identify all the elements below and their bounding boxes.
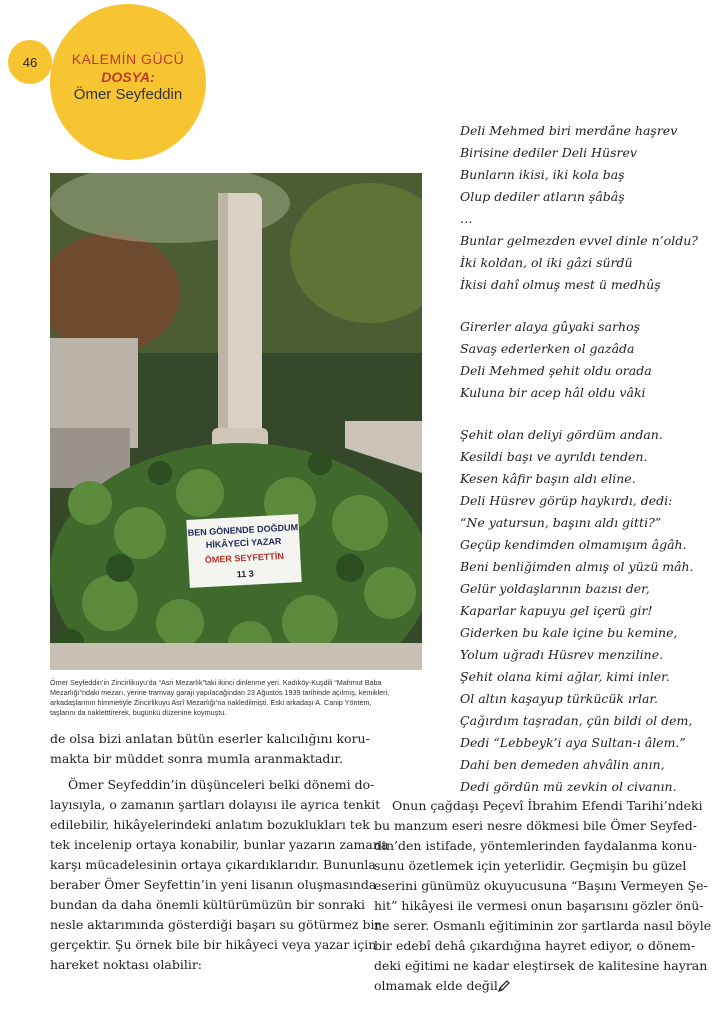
poem-line: Geçüp kendimden olmamışım âgâh. xyxy=(460,537,687,552)
text-line: ne serer. Osmanlı eğitiminin zor şartlarda nasıl böyle xyxy=(374,918,712,933)
text-line: din’den istifade, yöntemlerinden faydalanma konu- xyxy=(374,838,697,853)
poem-line: Deli Hüsrev görüp haykırdı, dedi: xyxy=(460,493,673,508)
text-line: hit” hikâyesi ile vermesi onun başarısını gözler önü- xyxy=(374,898,704,913)
poem-line: “Ne yatursun, başını aldı gitti?” xyxy=(460,515,662,530)
poem-line: Deli Mehmed şehit oldu orada xyxy=(460,363,652,378)
grave-photo xyxy=(50,173,422,670)
poem-stanza-3 xyxy=(460,424,694,798)
poem-stanza-1 xyxy=(460,120,710,296)
body-text-right xyxy=(374,796,712,996)
text-line-end xyxy=(374,976,674,996)
caption-line: Mezarlığı”ndaki mezarı, yerine tramvay garajı yapılacağından 23 Ağustos 1939 tarihinde açılmış, kemikleri, xyxy=(50,688,390,697)
poem-line: Yolum uğradı Hüsrev menziline. xyxy=(460,647,664,662)
poem-line: Gelür yoldaşlarının bazısı der, xyxy=(460,581,650,596)
text-line: Onun çağdaşı Peçevî İbrahim Efendi Tarihi’ndeki xyxy=(392,798,703,813)
poem-line: Ol altın kaşayup türkücük ırlar. xyxy=(460,691,658,706)
caption-line: Ömer Seyfeddin’in Zincirlikuyu’da “Asri Mezarlık”taki ikinci dinlenme yeri. Kadıköy-Kuşdili “Mahmut Baba xyxy=(50,678,382,687)
text-line: edilebilir, hikâyelerindeki anlatım bozuklukları tek xyxy=(50,817,370,832)
poem-line: Bunların ikisi, iki kola baş xyxy=(460,167,625,182)
grave-photo-illustration xyxy=(50,173,422,670)
poem-stanza-2 xyxy=(460,316,652,404)
text-line: tek incelenip ortaya konabilir, bunlar yazarın zamana xyxy=(50,837,389,852)
sign-line-4: 11 3 xyxy=(236,568,254,580)
caption-line: arkadaşlarının himmetiyle Zincirlikuyu Asrî Mezarlığı’na nakledilmişti. Eski arkadaşı A. Canip Yöntem, xyxy=(50,698,372,707)
poem-line: Dedi gördün mü zevkin ol civanın. xyxy=(460,779,677,794)
page-number: 46 xyxy=(8,40,52,84)
text-line: eserini günümüz okuyucusuna “Başını Vermeyen Şe- xyxy=(374,878,708,893)
text-line: nesle aktarımında gösterdiği başarı su götürmez bir xyxy=(50,917,381,932)
last-line-text: olmamak elde değil xyxy=(374,978,498,993)
text-line: makta bir müddet sonra mumla aranmaktadır. xyxy=(50,751,344,766)
poem-line: Dedi “Lebbeyk’i aya Sultan-ı âlem.” xyxy=(460,735,686,750)
caption-line: taşlarını da nakletttirerek, bugünkü düzenine koymuştu. xyxy=(50,708,227,717)
series-title: KALEMİN GÜCÜ xyxy=(71,51,185,67)
poem-line: Deli Mehmed biri merdâne haşrev xyxy=(460,123,678,138)
poem-line: Şehit olana kimi ağlar, kimi inler. xyxy=(460,669,670,684)
text-line: gerçektir. Şu örnek bile bir hikâyeci veya yazar için xyxy=(50,937,377,952)
text-line: sunu özetlemek için yeterlidir. Geçmişin bu güzel xyxy=(374,858,687,873)
poem-line: Girerler alaya gûyaki sarhoş xyxy=(460,319,641,334)
sign-line-1: BEN GÖNENDE DOĞDUM xyxy=(187,522,299,538)
poem-line: … xyxy=(460,211,473,226)
poem-line: Olup dediler atların şâbâş xyxy=(460,189,625,204)
text-line: bundan da daha önemli kültürümüzün bir sonraki xyxy=(50,897,365,912)
poem-line: Beni benliğimden almış ol yüzü mâh. xyxy=(460,559,694,574)
photo-caption xyxy=(50,678,422,718)
poem-line: Kesen kâfir başın aldı eline. xyxy=(460,471,636,486)
sign-line-2: HİKÂYECİ YAZAR xyxy=(205,536,282,550)
poem-line: Şehit olan deliyi gördüm andan. xyxy=(460,427,663,442)
text-line: beraber Ömer Seyfettin’in yeni lisanın oluşmasında xyxy=(50,877,377,892)
sign-line-3: ÖMER SEYFETTİN xyxy=(204,550,285,566)
poem-line: Kaparlar kapuyu gel içerü gir! xyxy=(460,603,653,618)
text-line: de olsa bizi anlatan bütün eserler kalıcılığını koru- xyxy=(50,731,370,746)
poem-line: Çağırdım taşradan, çün bildi ol dem, xyxy=(460,713,693,728)
pencil-icon xyxy=(498,980,510,992)
poem-line: Giderken bu kale içine bu kemine, xyxy=(460,625,678,640)
poem-line: Dahi ben demeden ahvâlin anın, xyxy=(460,757,665,772)
section-label: DOSYA: xyxy=(101,69,155,85)
text-line: karşı mücadelesinin ortaya çıkardıklarıdır. Bununla xyxy=(50,857,376,872)
poem-line: Kesildi başı ve ayrıldı tenden. xyxy=(460,449,648,464)
poem-line: Bunlar gelmezden evvel dinle n’oldu? xyxy=(460,233,698,248)
section-header xyxy=(50,50,206,104)
text-line: hareket noktası olabilir: xyxy=(50,957,203,972)
text-line: bu manzum eseri nesre dökmesi bile Ömer Seyfed- xyxy=(374,818,698,833)
poem-line: İki koldan, ol iki gâzi sürdü xyxy=(460,255,633,270)
author-name: Ömer Seyfeddin xyxy=(73,86,183,103)
body-text-left xyxy=(50,729,422,975)
text-line: Ömer Seyfeddin’in düşünceleri belki dönemi do- xyxy=(68,777,375,792)
poem-line: Savaş ederlerken ol gazâda xyxy=(460,341,635,356)
poem-line: Kuluna bir acep hâl oldu vâki xyxy=(460,385,646,400)
poem-line: İkisi dahî olmuş mest ü medhûş xyxy=(460,277,661,292)
poem-line: Birisine dediler Deli Hüsrev xyxy=(460,145,637,160)
text-line: layısıyla, o zamanın şartları dolayısı ile ayrıca tenkit xyxy=(50,797,381,812)
text-line: deki eğitimi ne kadar eleştirsek de kalitesine hayran xyxy=(374,958,708,973)
text-line: bir edebî dehâ çıkardığına hayret ediyor, o dönem- xyxy=(374,938,696,953)
